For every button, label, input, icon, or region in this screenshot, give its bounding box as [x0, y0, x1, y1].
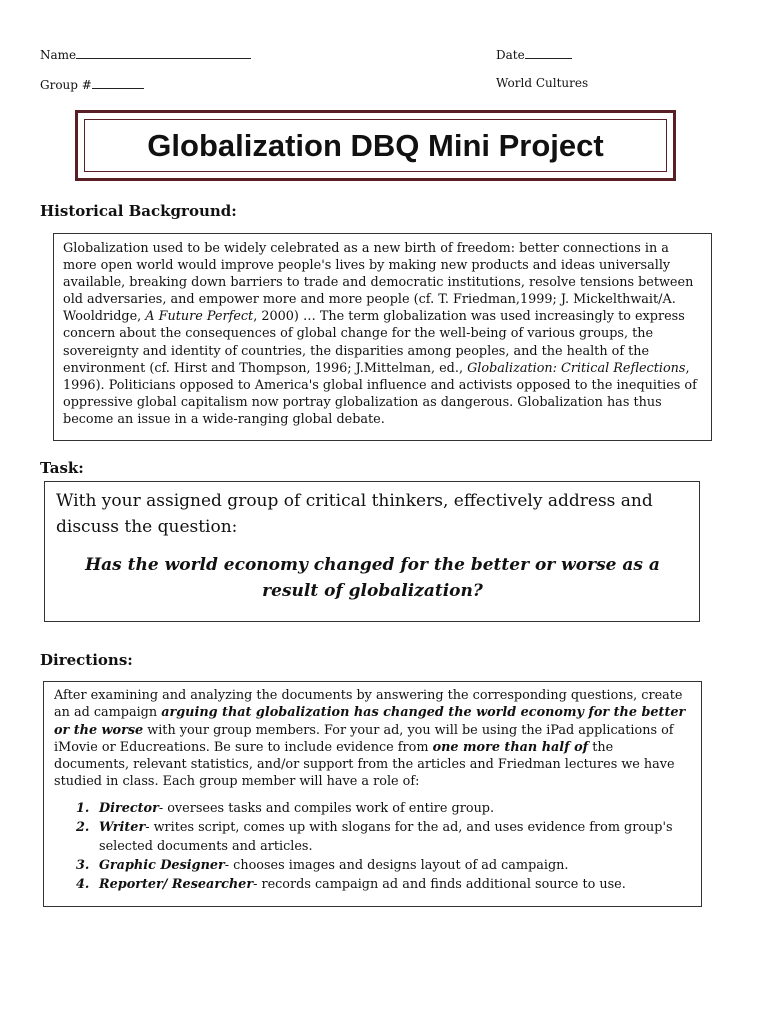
title-frame: [75, 110, 676, 181]
directions-heading: Directions:: [40, 651, 133, 669]
group-label: Group #: [40, 78, 92, 92]
group-field: [40, 76, 144, 92]
list-item: [54, 818, 689, 856]
role-number: 3.: [76, 857, 90, 873]
background-text-1: Globalization used to be widely celebrated as a new birth of freedom: better connections in a more open world would improve people's lives by making new products and ideas universally available, breaking down barriers to trade and democratic institutions, resolve tensions between old adversaries, and empower more and more people (cf. T. Friedman,1999; J. Mickelthwait/A. Wooldridge,: [63, 241, 694, 325]
date-label: Date: [496, 48, 525, 62]
list-item: [54, 875, 689, 894]
directions-emphasis-1: arguing that globalization has changed the world economy for the better or the worse: [54, 705, 686, 738]
directions-text-1: After examining and analyzing the documents by answering the corresponding questions, create an ad campaign: [54, 688, 683, 721]
background-text-3: , 1996). Politicians opposed to America's global influence and activists opposed to the inequities of oppressive global capitalism now portray globalization as dangerous. Globalization has thus become an issue in a wide-ranging global debate.: [63, 360, 697, 427]
role-number: 4.: [76, 876, 90, 892]
role-title: Graphic Designer: [99, 857, 225, 873]
background-paragraph: [63, 240, 701, 428]
role-description: - chooses images and designs layout of ad campaign.: [224, 857, 569, 873]
date-field: [496, 46, 572, 62]
list-item: [54, 799, 689, 818]
group-blank-line[interactable]: [92, 76, 144, 89]
role-number: 2.: [76, 819, 90, 835]
directions-text-3: the documents, relevant statistics, and/or support from the articles and Friedman lectures we have studied in class. Each group member will have a role of:: [54, 739, 675, 790]
name-blank-line[interactable]: [76, 46, 251, 59]
role-number: 1.: [76, 800, 90, 816]
background-heading: Historical Background:: [40, 202, 237, 220]
name-label: Name: [40, 48, 77, 62]
background-text-2: , 2000) … The term globalization was used increasingly to express concern about the consequences of global change for the well-being of various groups, the sovereignty and identity of countries, the disparities among peoples, and the health of the environment (cf. Hirst and Thompson, 1996; J.Mittelman, ed.,: [63, 309, 685, 376]
role-description: - writes script, comes up with slogans for the ad, and uses evidence from group's selected documents and articles.: [99, 819, 673, 854]
directions-box: [43, 681, 702, 907]
course-name: World Cultures: [496, 76, 589, 90]
background-citation-2: Globalization: Critical Reflections: [467, 360, 686, 376]
task-question: Has the world economy changed for the better or worse as a result of globalization?: [85, 555, 660, 601]
role-title: Writer: [99, 819, 146, 835]
task-heading: Task:: [40, 459, 84, 477]
name-field: [40, 46, 251, 62]
role-title: Reporter/ Researcher: [99, 876, 254, 892]
role-title: Director: [99, 800, 159, 816]
page-title: Globalization DBQ Mini Project: [84, 119, 667, 172]
directions-paragraph: [54, 687, 689, 791]
background-citation-1: A Future Perfect: [145, 309, 254, 325]
roles-list: [54, 799, 689, 894]
role-description: - records campaign ad and finds additional source to use.: [253, 876, 626, 892]
directions-text-2: with your group members. For your ad, you will be using the iPad applications of iMovie or Educreations. Be sure to include evidence from: [54, 722, 674, 755]
background-box: [53, 233, 712, 441]
task-box: [44, 481, 700, 622]
date-blank-line[interactable]: [525, 46, 572, 59]
task-intro: With your assigned group of critical thinkers, effectively address and discuss the question:: [56, 491, 653, 537]
directions-emphasis-2: one more than half of: [432, 739, 589, 755]
role-description: - oversees tasks and compiles work of entire group.: [158, 800, 495, 816]
list-item: [54, 856, 689, 875]
